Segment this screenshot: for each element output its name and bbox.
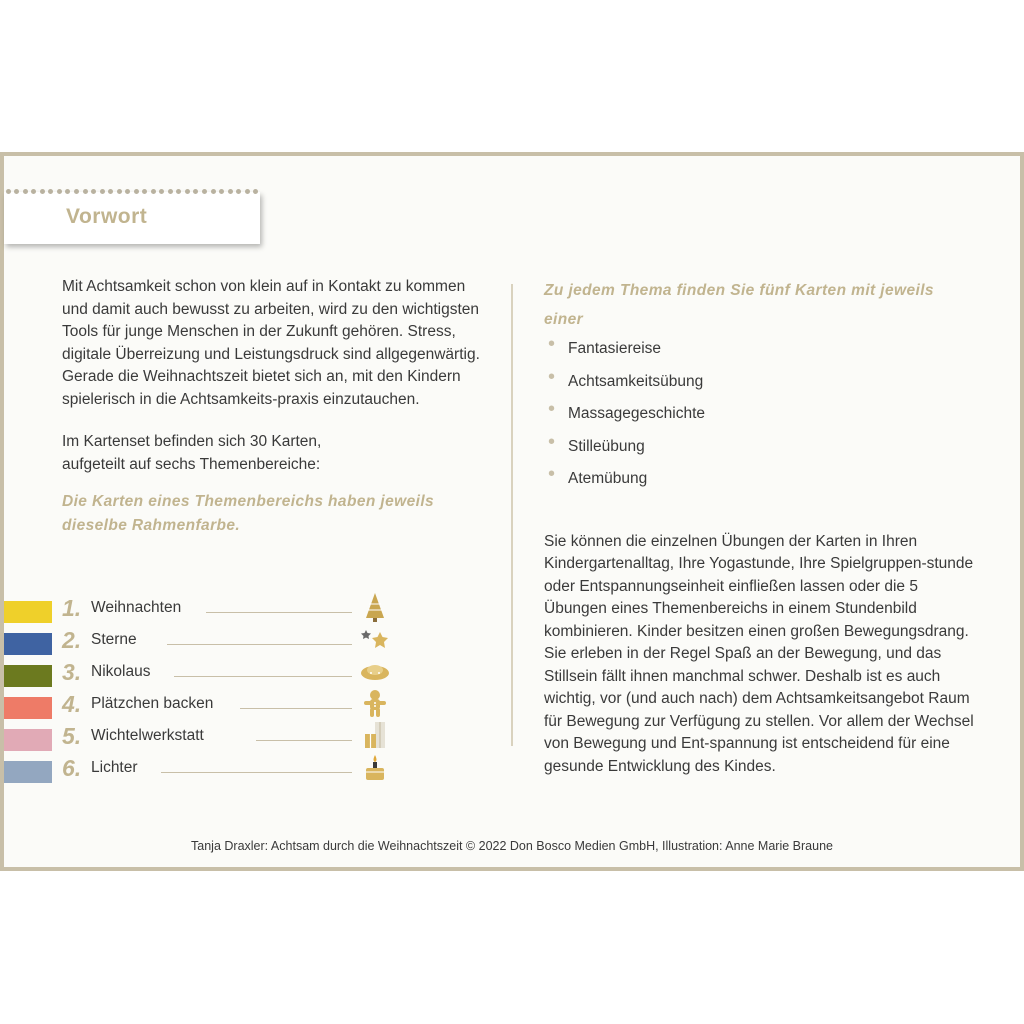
footer-credit: Tanja Draxler: Achtsam durch die Weihnachtszeit © 2022 Don Bosco Medien GmbH, Illustration: Anne Marie Braune: [191, 839, 833, 853]
cards-intro: Zu jedem Thema finden Sie fünf Karten mit jeweils einer: [544, 282, 934, 328]
theme-color-swatch: [4, 697, 52, 719]
theme-item: [4, 723, 404, 752]
hat-icon: [360, 656, 390, 686]
theme-number: 4.: [62, 691, 82, 717]
theme-name: Nikolaus: [91, 663, 151, 680]
column-divider: [511, 284, 513, 746]
theme-name: Plätzchen backen: [91, 695, 214, 712]
theme-color-swatch: [4, 665, 52, 687]
list-item: • Stilleübung: [544, 432, 984, 465]
theme-number: 3.: [62, 659, 82, 685]
gingerbread-man-icon: [360, 688, 390, 718]
title-label-tab: [4, 192, 260, 244]
theme-rule: [206, 612, 352, 613]
list-item: • Achtsamkeitsübung: [544, 367, 984, 400]
gift-boxes-icon: [360, 720, 390, 750]
list-item: • Massagegeschichte: [544, 399, 984, 432]
christmas-tree-icon: [360, 592, 390, 622]
theme-item: [4, 627, 404, 656]
set-line-2: aufgeteilt auf sechs Themenbereiche:: [62, 455, 321, 473]
theme-number: 6.: [62, 755, 82, 781]
theme-rule: [256, 740, 352, 741]
exercise-list: [544, 334, 984, 497]
theme-rule: [174, 676, 352, 677]
frame-note: Die Karten eines Themenbereichs haben jeweils dieselbe Rahmenfarbe.: [62, 493, 435, 534]
theme-item: [4, 595, 404, 624]
body-paragraph: Sie können die einzelnen Übungen der Karten in Ihren Kindergartenalltag, Ihre Yogastunde, Ihre Spielgruppen-stunde oder Entspannungseinheit einfließen lassen oder die 5 Übungen eines Themenbereichs in einem Stundenbild kombinieren. Kinder besitzen einen großen Bewegungsdrang. Sie erleben in der Regel Spaß an der Bewegung, und das Stillsein fällt ihnen manchmal schwer. Deshalb ist es auch wichtig, vor (und auch nach) dem Achtsamkeitsangebot Raum für Bewegung zur Verfügung zu stellen. Vor allem der Wechsel von Bewegung und Ent-spannung ist entscheidend für eine gesunde Entwicklung des Kindes.: [544, 532, 974, 775]
list-item: • Fantasiereise: [544, 334, 984, 367]
theme-number: 5.: [62, 723, 82, 749]
left-column: [62, 276, 492, 538]
perforation: [4, 189, 260, 197]
intro-paragraph: Mit Achtsamkeit schon von klein auf in Kontakt zu kommen und damit auch bewusst zu arbeiten, wird zu den wichtigsten Tools für junge Menschen in der Zukunft gehören. Stress, digitale Überreizung und Leistungsdruck sind allgegenwärtig. Gerade die Weihnachtszeit bietet sich an, mit den Kindern spielerisch in die Achtsamkeits-praxis einzutauchen.: [62, 278, 480, 408]
theme-color-swatch: [4, 729, 52, 751]
theme-name: Lichter: [91, 759, 138, 776]
theme-rule: [240, 708, 352, 709]
list-item: • Atemübung: [544, 464, 984, 497]
right-column: [544, 276, 984, 778]
card-frame: [0, 152, 1024, 871]
theme-color-swatch: [4, 601, 52, 623]
theme-name: Wichtelwerkstatt: [91, 727, 204, 744]
set-line-1: Im Kartenset befinden sich 30 Karten,: [62, 433, 322, 450]
theme-number: 1.: [62, 595, 82, 621]
page-title: Vorwort: [66, 205, 148, 228]
theme-name: Sterne: [91, 631, 137, 648]
theme-color-swatch: [4, 761, 52, 783]
candle-icon: [360, 752, 390, 782]
theme-name: Weihnachten: [91, 599, 182, 616]
theme-rule: [167, 644, 352, 645]
theme-number: 2.: [62, 627, 82, 653]
theme-rule: [161, 772, 352, 773]
stars-icon: [360, 624, 390, 654]
theme-item: [4, 659, 404, 688]
theme-item: [4, 691, 404, 720]
theme-item: [4, 755, 404, 784]
theme-color-swatch: [4, 633, 52, 655]
